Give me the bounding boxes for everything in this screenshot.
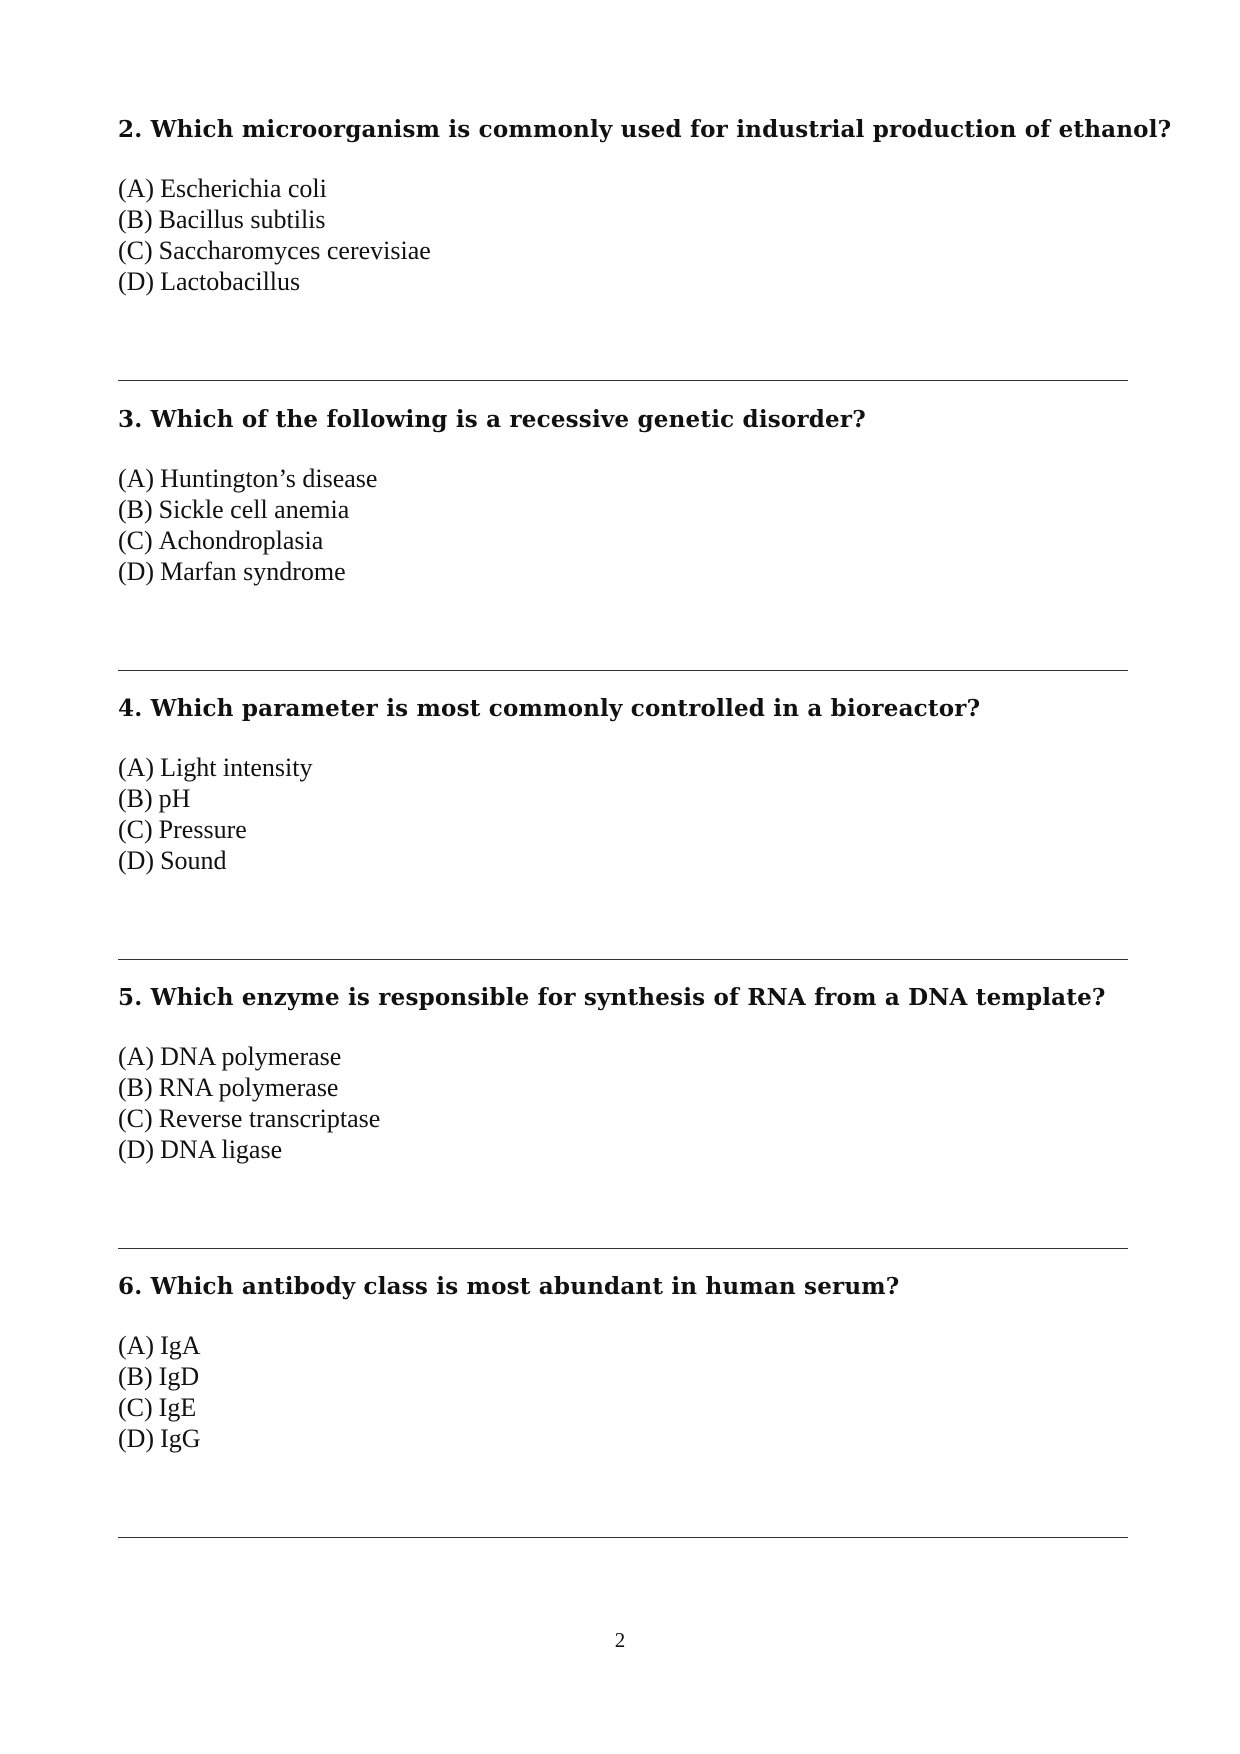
- option-letter: (B): [118, 784, 153, 813]
- section-divider: [118, 1248, 1128, 1249]
- option-letter: (C): [118, 1104, 153, 1133]
- option-a: [118, 1330, 1128, 1361]
- option-list: [118, 752, 1128, 876]
- option-list: [118, 1330, 1128, 1454]
- option-list: [118, 1041, 1128, 1165]
- option-letter: (C): [118, 815, 153, 844]
- question-3: [118, 405, 1128, 587]
- section-divider: [118, 959, 1128, 960]
- option-text: Sickle cell anemia: [158, 495, 350, 524]
- option-text: IgA: [160, 1331, 201, 1360]
- option-text: Reverse transcriptase: [158, 1104, 381, 1133]
- option-text: Sound: [160, 846, 227, 875]
- option-letter: (B): [118, 205, 153, 234]
- option-text: Huntington’s disease: [160, 464, 378, 493]
- option-letter: (C): [118, 236, 153, 265]
- option-letter: (B): [118, 1073, 153, 1102]
- option-c: [118, 525, 1128, 556]
- option-letter: (A): [118, 753, 155, 782]
- option-letter: (D): [118, 1424, 155, 1453]
- option-text: DNA ligase: [160, 1135, 283, 1164]
- option-letter: (D): [118, 846, 155, 875]
- question-title: 5. Which enzyme is responsible for synthesis of RNA from a DNA template?: [118, 984, 1106, 1011]
- option-text: RNA polymerase: [158, 1073, 339, 1102]
- option-text: Escherichia coli: [160, 174, 327, 203]
- section-divider: [118, 1537, 1128, 1538]
- option-b: [118, 783, 1128, 814]
- option-letter: (B): [118, 1362, 153, 1391]
- option-b: [118, 1361, 1128, 1392]
- section-divider: [118, 380, 1128, 381]
- option-c: [118, 1392, 1128, 1423]
- option-letter: (A): [118, 1331, 155, 1360]
- option-letter: (A): [118, 464, 155, 493]
- question-title: 4. Which parameter is most commonly controlled in a bioreactor?: [118, 695, 981, 722]
- option-letter: (C): [118, 1393, 153, 1422]
- question-2: [118, 115, 1172, 297]
- option-a: [118, 173, 1128, 204]
- option-a: [118, 463, 1128, 494]
- option-b: [118, 494, 1128, 525]
- option-text: IgG: [160, 1424, 201, 1453]
- option-text: Light intensity: [160, 753, 313, 782]
- option-text: Marfan syndrome: [160, 557, 346, 586]
- option-c: [118, 814, 1128, 845]
- option-text: Pressure: [158, 815, 247, 844]
- option-a: [118, 1041, 1128, 1072]
- question-title: 3. Which of the following is a recessive genetic disorder?: [118, 406, 866, 433]
- option-d: [118, 556, 1128, 587]
- option-d: [118, 266, 1128, 297]
- option-text: Bacillus subtilis: [158, 205, 326, 234]
- option-a: [118, 752, 1128, 783]
- option-d: [118, 1134, 1128, 1165]
- option-letter: (A): [118, 1042, 155, 1071]
- option-text: pH: [158, 784, 191, 813]
- question-4: [118, 694, 1128, 876]
- option-letter: (A): [118, 174, 155, 203]
- question-5: [118, 983, 1128, 1165]
- option-letter: (C): [118, 526, 153, 555]
- option-letter: (B): [118, 495, 153, 524]
- question-6: [118, 1272, 1128, 1454]
- option-text: Lactobacillus: [160, 267, 301, 296]
- option-b: [118, 204, 1128, 235]
- option-text: DNA polymerase: [160, 1042, 342, 1071]
- page-number: 2: [614, 1628, 626, 1652]
- option-c: [118, 235, 1128, 266]
- option-b: [118, 1072, 1128, 1103]
- option-letter: (D): [118, 267, 155, 296]
- option-text: IgE: [158, 1393, 197, 1422]
- option-d: [118, 845, 1128, 876]
- option-text: Achondroplasia: [158, 526, 324, 555]
- option-list: [118, 173, 1128, 297]
- section-divider: [118, 670, 1128, 671]
- option-c: [118, 1103, 1128, 1134]
- question-title: 6. Which antibody class is most abundant in human serum?: [118, 1273, 900, 1300]
- question-title: 2. Which microorganism is commonly used for industrial production of ethanol?: [118, 116, 1172, 143]
- option-list: [118, 463, 1128, 587]
- option-d: [118, 1423, 1128, 1454]
- option-letter: (D): [118, 557, 155, 586]
- option-text: Saccharomyces cerevisiae: [158, 236, 431, 265]
- option-text: IgD: [158, 1362, 200, 1391]
- option-letter: (D): [118, 1135, 155, 1164]
